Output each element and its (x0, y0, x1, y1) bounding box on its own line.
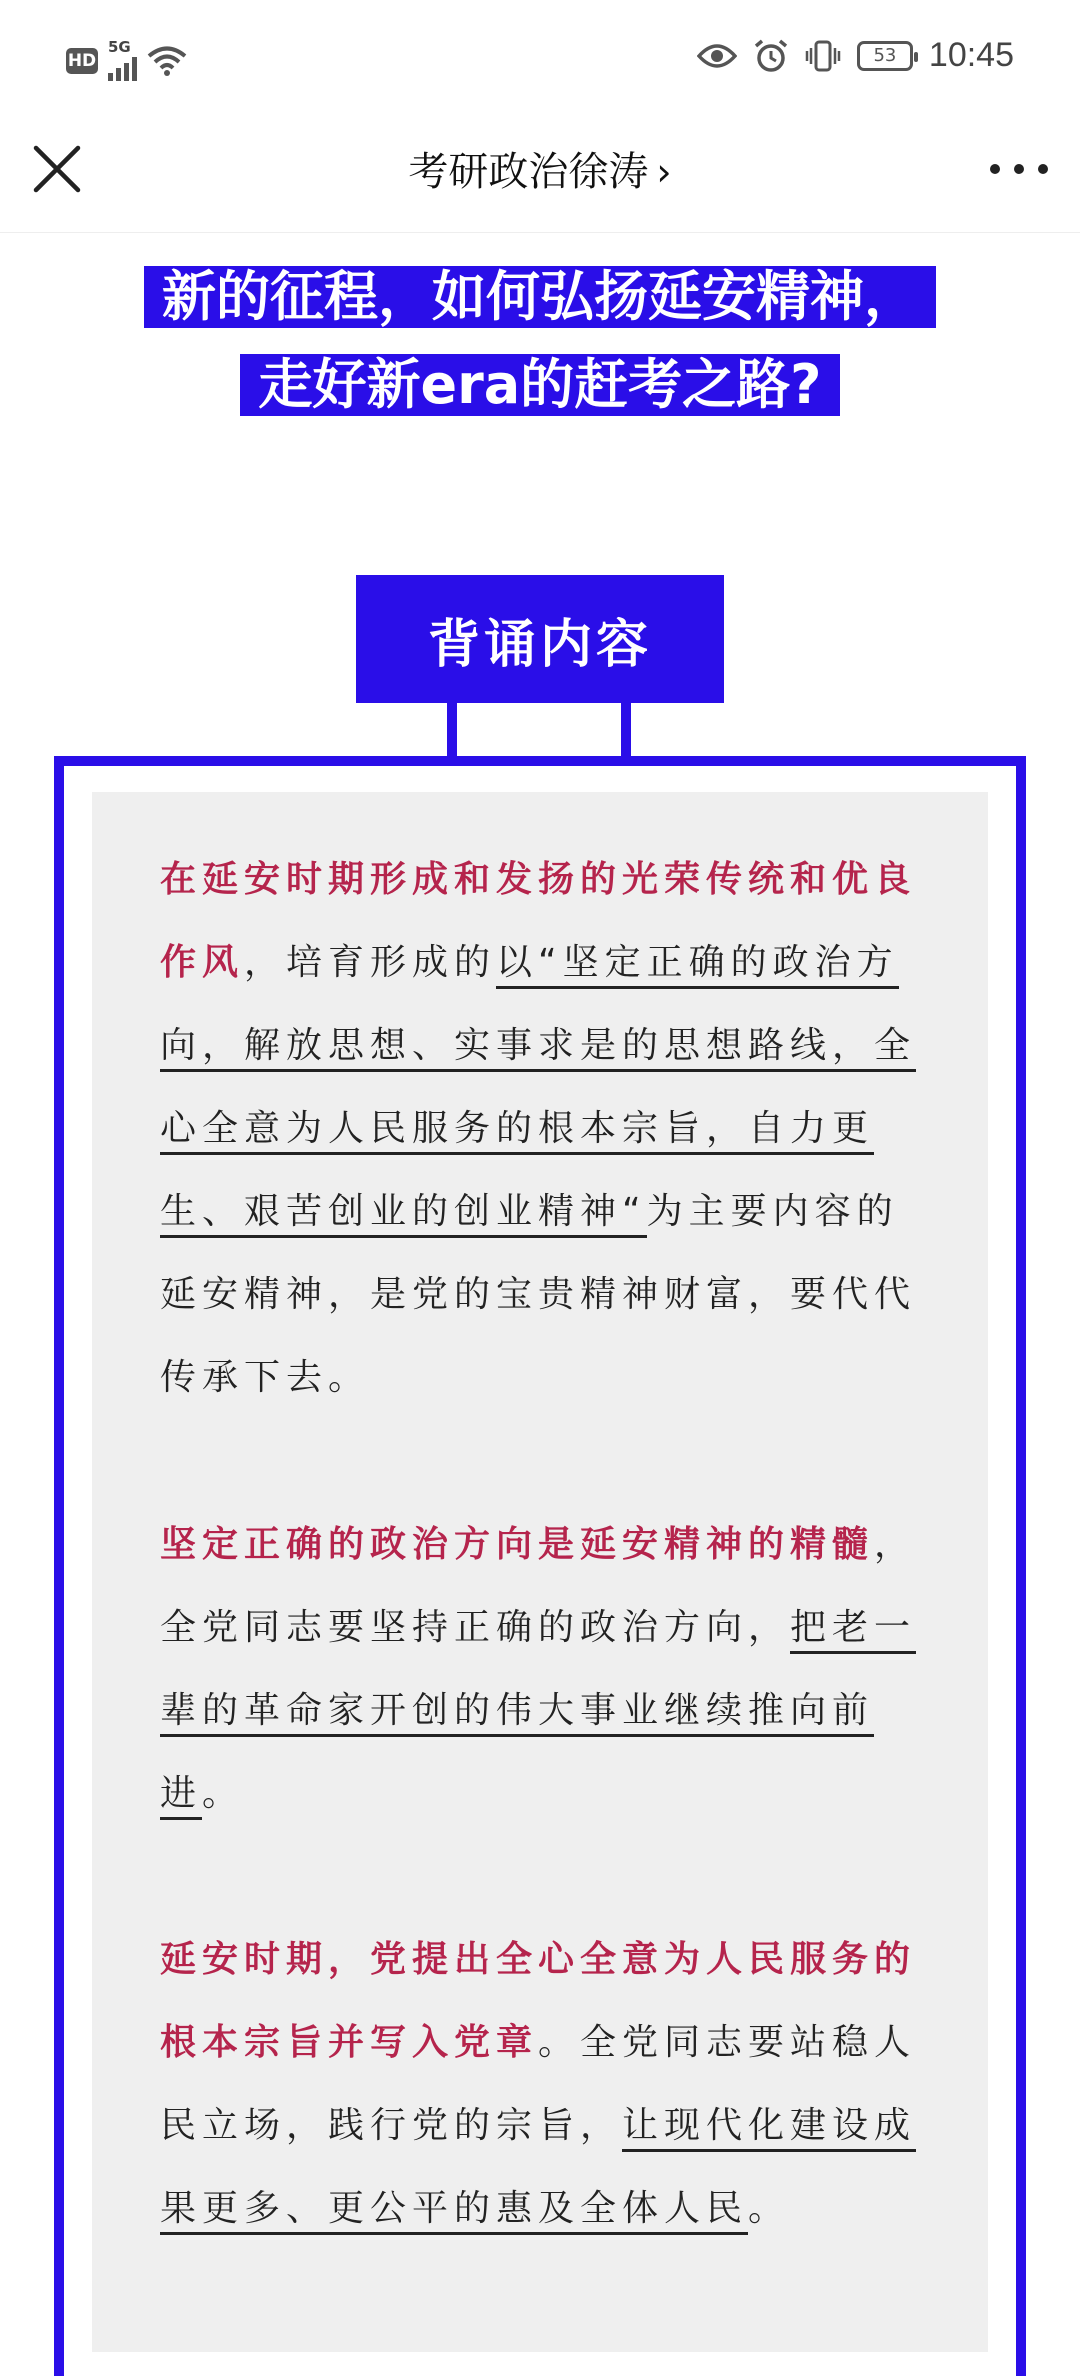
chevron-right-icon: › (656, 150, 672, 194)
body-text: ，培育形成的 (244, 942, 497, 983)
battery-level: 53 (873, 45, 897, 66)
body-text: 。 (748, 2188, 791, 2229)
wifi-icon (147, 45, 187, 77)
body-text: 。全党同志要站稳人民立场，践行党的宗旨， (160, 2022, 917, 2146)
hd-icon: HD (66, 48, 98, 74)
network-type: 5G (108, 38, 131, 56)
paragraph-2 (160, 1503, 920, 1835)
body-text: 。 (202, 1773, 245, 1814)
account-name: 考研政治徐涛 (408, 149, 649, 195)
underlined-text: 把老一辈的革命家开创的伟大事业继续推向前进 (160, 1607, 916, 1820)
body-text: 为主要内容的延安精神，是党的宝贵精神财富，要代代传承下去。 (160, 1191, 917, 1398)
section-title: 背诵内容 (356, 575, 724, 703)
paragraph-3 (160, 1918, 920, 2250)
more-options-button[interactable] (984, 144, 1054, 194)
headline-line-2-wrap (0, 354, 1080, 416)
clock: 10:45 (928, 36, 1014, 74)
status-bar (0, 0, 1080, 120)
account-title-link[interactable] (0, 140, 1080, 197)
headline-line-1-wrap (0, 266, 1080, 328)
status-left (66, 40, 187, 81)
vibrate-icon (805, 39, 841, 73)
connector-right (621, 703, 631, 759)
alarm-icon (753, 38, 789, 74)
battery-icon (857, 41, 913, 71)
emphasis-text: 在延安时期形成和发扬的光荣传统和优良作风 (160, 859, 917, 983)
underlined-text: 以“坚定正确的政治方向，解放思想、实事求是的思想路线，全心全意为人民服务的根本宗旨，自力更生、艰苦创业的创业精神“ (160, 942, 916, 1238)
nav-bar (0, 120, 1080, 233)
emphasis-text: 坚定正确的政治方向是延安精神的精髓 (160, 1524, 875, 1565)
paragraph-1 (160, 838, 920, 1419)
headline-line-2: 走好新era的赶考之路? (240, 354, 839, 416)
body-text: ，全党同志要坚持正确的政治方向， (160, 1524, 917, 1648)
connector-left (447, 703, 457, 759)
eye-icon (697, 42, 737, 70)
signal-icon (108, 40, 137, 81)
status-right (697, 36, 1014, 75)
underlined-text: 让现代化建设成果更多、更公平的惠及全体人民 (160, 2105, 916, 2235)
emphasis-text: 延安时期，党提出全心全意为人民服务的根本宗旨并写入党章 (160, 1939, 917, 2063)
headline-line-1: 新的征程，如何弘扬延安精神， (144, 266, 936, 328)
